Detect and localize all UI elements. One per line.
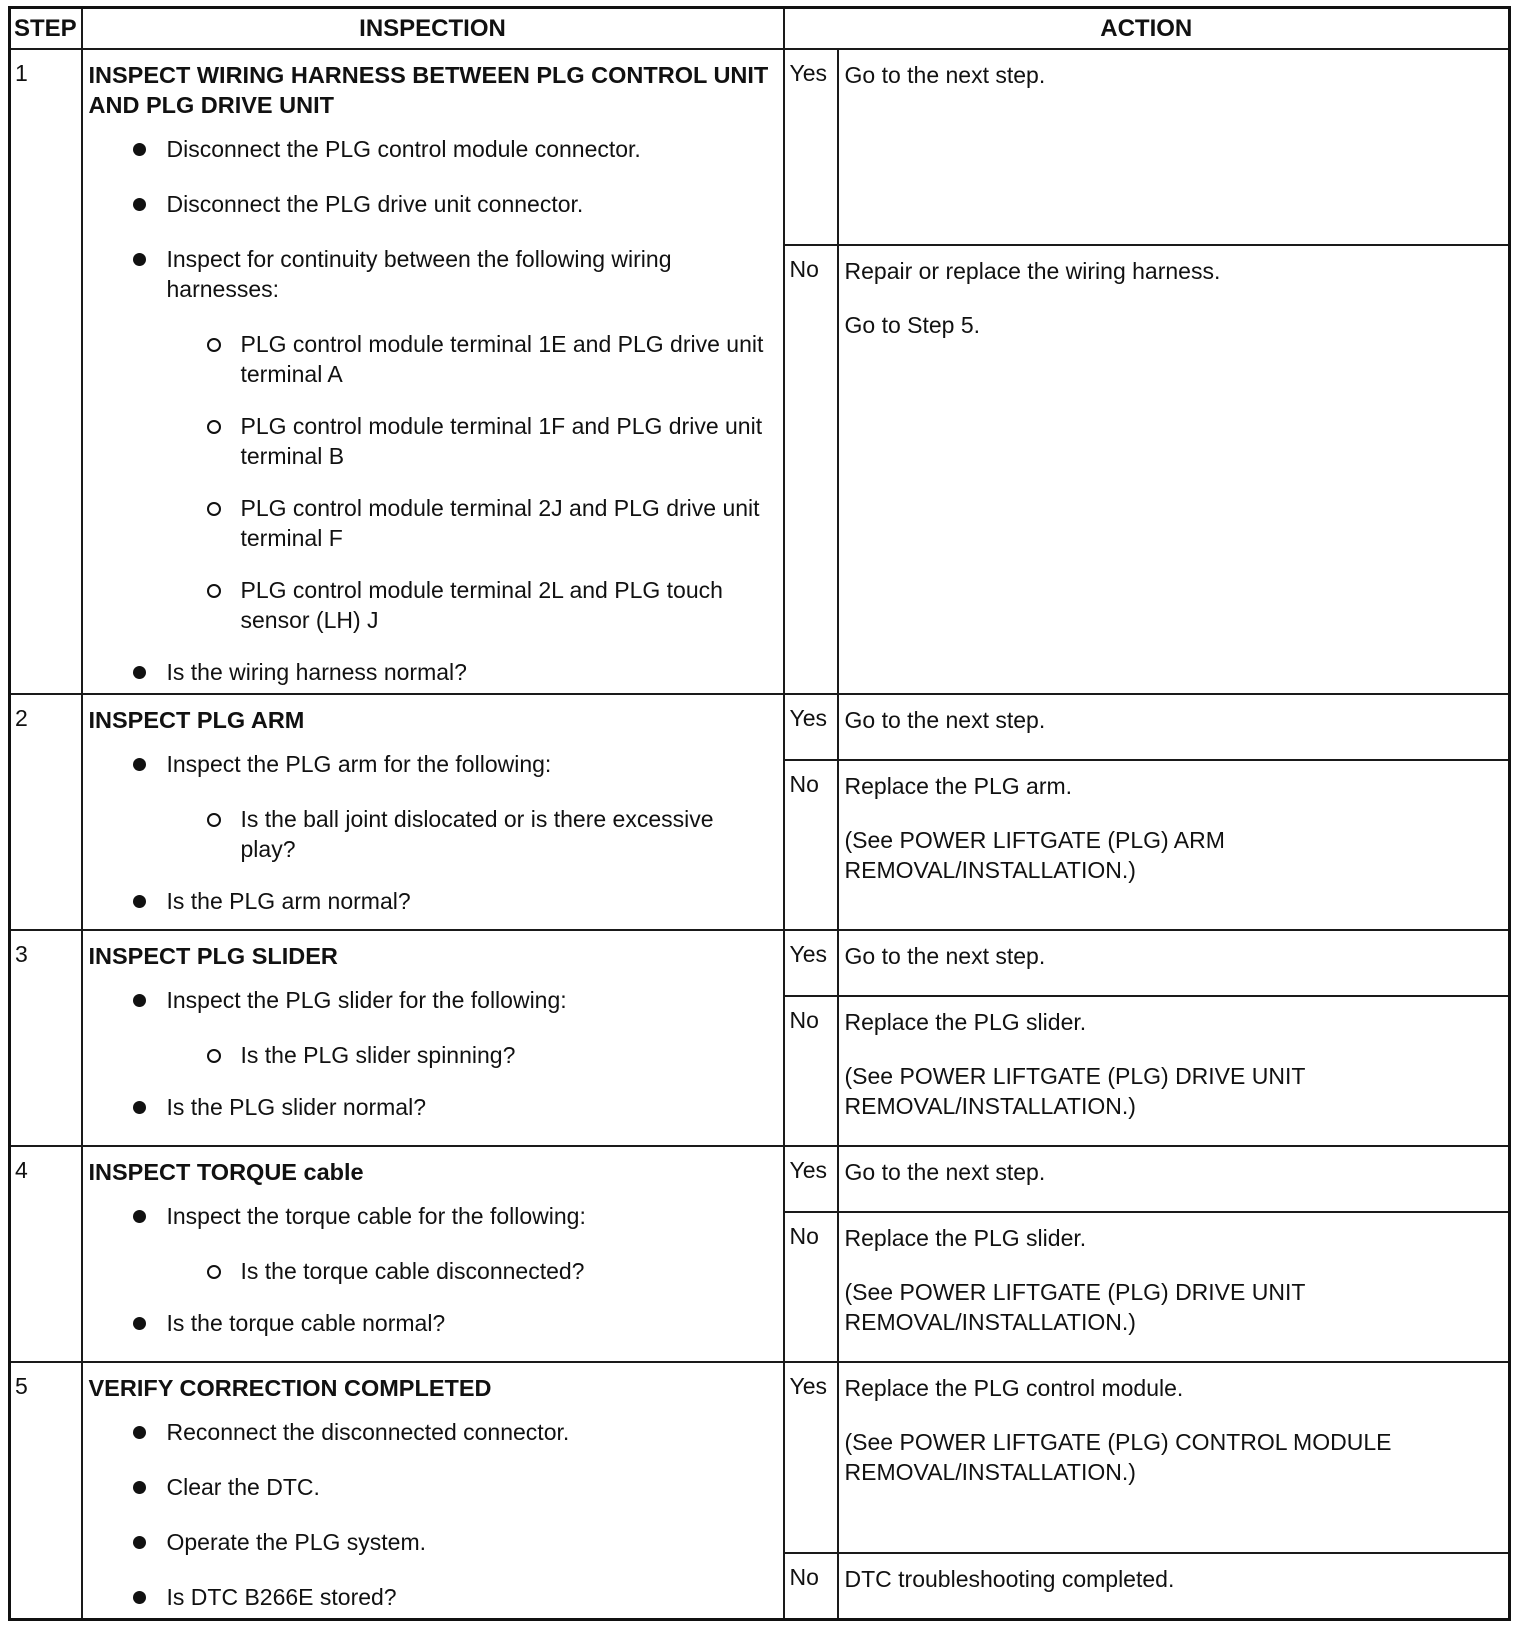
step-number: 4 [10, 1146, 82, 1362]
no-action [838, 1212, 1510, 1362]
sub-list-item [89, 575, 775, 635]
circle-bullet-icon [207, 1265, 221, 1279]
list-item-text: Is the PLG arm normal? [166, 888, 411, 914]
inspection-header: INSPECTION [82, 8, 784, 50]
troubleshooting-table [8, 6, 1511, 1621]
no-label: No [784, 1212, 838, 1362]
table-row [10, 694, 1510, 760]
action-text: Replace the PLG control module. [844, 1375, 1184, 1401]
circle-bullet-icon [207, 338, 221, 352]
no-label: No [784, 760, 838, 930]
action-text: DTC troubleshooting completed. [844, 1565, 1175, 1592]
action-text: Replace the PLG slider. [844, 1009, 1087, 1035]
action-text: Go to the next step. [844, 943, 1046, 969]
sub-list-item [89, 1256, 775, 1286]
table-body [10, 49, 1510, 1620]
list-item [89, 749, 775, 779]
list-item-text: Inspect the PLG arm for the following: [166, 751, 552, 777]
step-title: INSPECT TORQUE cable [88, 1159, 364, 1185]
list-item-text: Reconnect the disconnected connector. [166, 1419, 570, 1445]
yes-label: Yes [784, 694, 838, 760]
yes-label: Yes [784, 49, 838, 245]
bullet-icon [133, 758, 146, 771]
action-text: Go to the next step. [844, 707, 1046, 733]
list-item [89, 244, 775, 304]
list-item [89, 886, 775, 916]
table-row [10, 1146, 1510, 1212]
sub-list-item [89, 329, 775, 389]
list-item-text: Is the PLG slider normal? [166, 1094, 427, 1120]
action-text: Go to the next step. [844, 1159, 1046, 1185]
yes-action [838, 49, 1510, 245]
no-action [838, 996, 1510, 1146]
bullet-icon [133, 895, 146, 908]
action-text: Go to Step 5. [844, 312, 981, 339]
list-item [89, 1472, 775, 1502]
yes-action [838, 1362, 1510, 1553]
inspection-list [89, 749, 775, 916]
sub-list-item-text: Is the ball joint dislocated or is there excessive play? [240, 806, 714, 862]
list-item-text: Disconnect the PLG control module connector. [166, 136, 641, 162]
bullet-icon [133, 1591, 146, 1604]
yes-action [838, 930, 1510, 996]
list-item [89, 134, 775, 164]
no-label: No [784, 1553, 838, 1620]
list-item-text: Is the wiring harness normal? [166, 659, 467, 685]
bullet-icon [133, 1481, 146, 1494]
list-item-text: Clear the DTC. [166, 1474, 320, 1500]
list-item-text: Inspect the PLG slider for the following: [166, 987, 567, 1013]
yes-action [838, 694, 1510, 760]
sub-list-item-text: Is the torque cable disconnected? [240, 1258, 585, 1284]
table-row [10, 930, 1510, 996]
sub-list-item-text: PLG control module terminal 2L and PLG touch sensor (LH) J [240, 577, 723, 633]
no-action [838, 760, 1510, 930]
step-title: INSPECT WIRING HARNESS BETWEEN PLG CONTROL UNIT AND PLG DRIVE UNIT [88, 62, 769, 118]
step-number: 2 [10, 694, 82, 930]
bullet-icon [133, 1536, 146, 1549]
list-item-text: Operate the PLG system. [166, 1529, 427, 1555]
list-item [89, 985, 775, 1015]
list-item-text: Inspect for continuity between the following wiring harnesses: [166, 246, 672, 302]
inspection-cell [82, 930, 784, 1146]
circle-bullet-icon [207, 1049, 221, 1063]
yes-action [838, 1146, 1510, 1212]
action-text: Go to the next step. [844, 62, 1046, 88]
bullet-icon [133, 994, 146, 1007]
yes-label: Yes [784, 1146, 838, 1212]
list-item [89, 1201, 775, 1231]
sub-list-item [89, 1040, 775, 1070]
action-text: (See POWER LIFTGATE (PLG) CONTROL MODULE REMOVAL/INSTALLATION.) [844, 1429, 1392, 1485]
action-text: Replace the PLG arm. [844, 773, 1073, 799]
sub-list-item [89, 804, 775, 864]
action-header: ACTION [784, 8, 1510, 50]
yes-label: Yes [784, 1362, 838, 1553]
list-item [89, 1527, 775, 1557]
yes-label: Yes [784, 930, 838, 996]
inspection-cell [82, 694, 784, 930]
list-item [89, 1582, 775, 1612]
sub-list-item [89, 411, 775, 471]
no-label: No [784, 245, 838, 694]
action-text: (See POWER LIFTGATE (PLG) DRIVE UNIT REMOVAL/INSTALLATION.) [844, 1063, 1305, 1119]
sub-list-item-text: PLG control module terminal 1E and PLG drive unit terminal A [240, 331, 764, 387]
circle-bullet-icon [207, 502, 221, 516]
list-item [89, 1308, 775, 1338]
circle-bullet-icon [207, 420, 221, 434]
step-number: 5 [10, 1362, 82, 1620]
sub-list-item-text: Is the PLG slider spinning? [240, 1042, 516, 1068]
step-number: 3 [10, 930, 82, 1146]
circle-bullet-icon [207, 813, 221, 827]
list-item-text: Disconnect the PLG drive unit connector. [166, 191, 584, 217]
list-item-text: Is the torque cable normal? [166, 1310, 446, 1336]
table-row [10, 49, 1510, 245]
list-item [89, 189, 775, 219]
table-row [10, 1362, 1510, 1553]
bullet-icon [133, 198, 146, 211]
inspection-cell [82, 49, 784, 694]
step-title: VERIFY CORRECTION COMPLETED [88, 1375, 492, 1401]
list-item [89, 1092, 775, 1122]
header-row [10, 8, 1510, 50]
inspection-cell [82, 1362, 784, 1620]
bullet-icon [133, 143, 146, 156]
action-text: (See POWER LIFTGATE (PLG) ARM REMOVAL/INSTALLATION.) [844, 827, 1225, 883]
inspection-list [89, 1201, 775, 1338]
sub-list-item [89, 493, 775, 553]
step-title: INSPECT PLG ARM [88, 707, 305, 733]
bullet-icon [133, 1426, 146, 1439]
circle-bullet-icon [207, 584, 221, 598]
bullet-icon [133, 1317, 146, 1330]
inspection-cell [82, 1146, 784, 1362]
step-title: INSPECT PLG SLIDER [88, 943, 338, 969]
action-text: Repair or replace the wiring harness. [844, 258, 1221, 285]
sub-list-item-text: PLG control module terminal 2J and PLG drive unit terminal F [240, 495, 760, 551]
no-action [838, 245, 1510, 694]
bullet-icon [133, 1101, 146, 1114]
no-action [838, 1553, 1510, 1620]
inspection-list [89, 134, 775, 687]
sub-list-item-text: PLG control module terminal 1F and PLG drive unit terminal B [240, 413, 763, 469]
bullet-icon [133, 666, 146, 679]
list-item [89, 1417, 775, 1447]
bullet-icon [133, 1210, 146, 1223]
list-item-text: Inspect the torque cable for the following: [166, 1203, 586, 1229]
step-header: STEP [10, 8, 82, 50]
list-item-text: Is DTC B266E stored? [166, 1584, 397, 1610]
inspection-list [89, 985, 775, 1122]
action-text: Replace the PLG slider. [844, 1225, 1087, 1251]
action-text: (See POWER LIFTGATE (PLG) DRIVE UNIT REMOVAL/INSTALLATION.) [844, 1279, 1305, 1335]
inspection-list [89, 1417, 775, 1612]
step-number: 1 [10, 49, 82, 694]
no-label: No [784, 996, 838, 1146]
bullet-icon [133, 253, 146, 266]
list-item [89, 657, 775, 687]
